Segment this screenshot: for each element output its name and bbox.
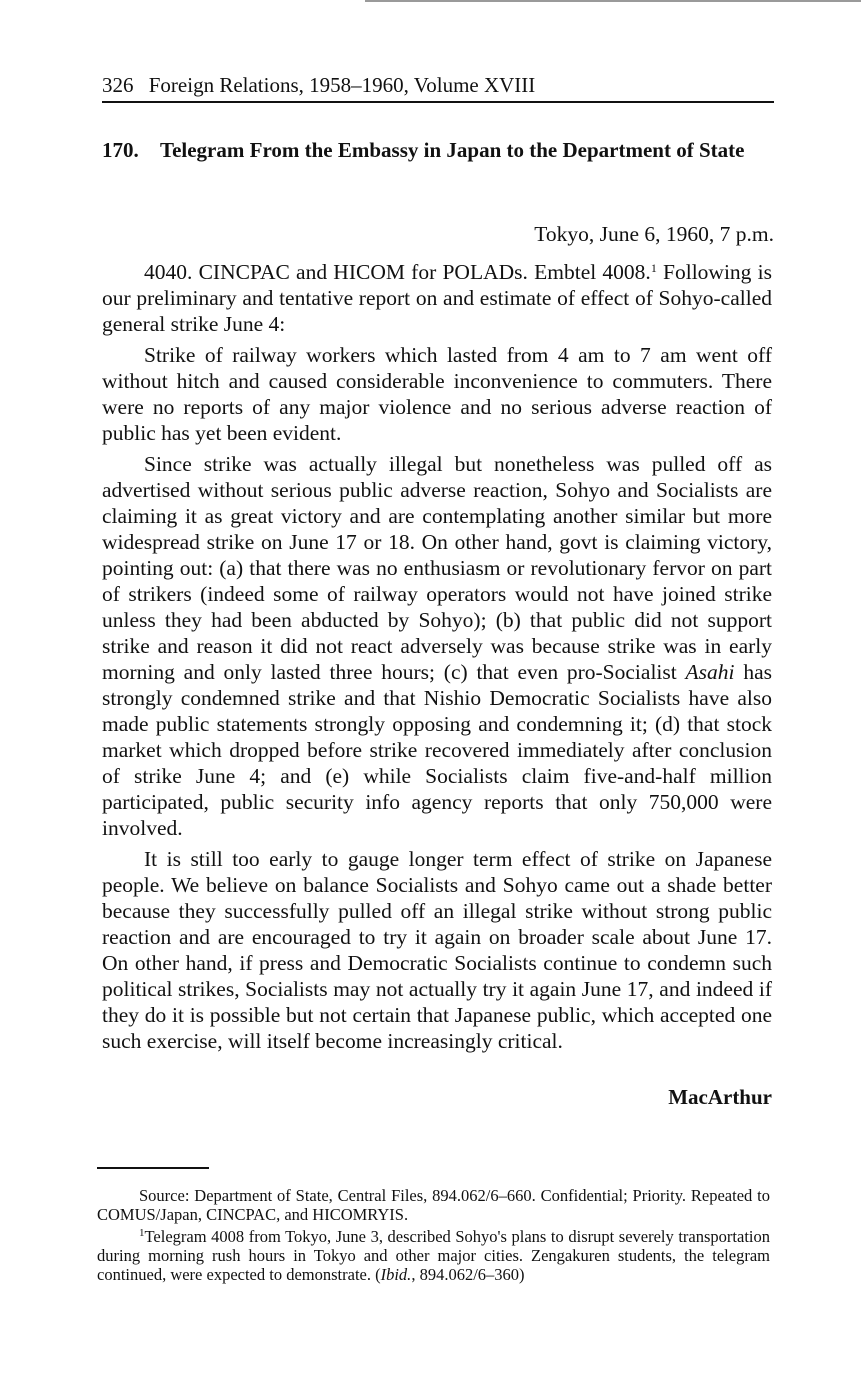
newspaper-name: Asahi [685,660,735,684]
paragraph-2: Strike of railway workers which lasted from 4 am to 7 am went off without hitch and caused considerable inconvenience to commuters. There were no reports of any major violence and no serious adverse reaction of public has yet been evident. [102,343,772,445]
source-note: Source: Department of State, Central Files, 894.062/6–660. Confidential; Priority. Repeated to COMUS/Japan, CINCPAC, and HICOMRYIS. [97,1186,770,1224]
ibid-citation: Ibid. [380,1265,412,1284]
document-title: Telegram From the Embassy in Japan to the Department of State [160,138,745,162]
footnote-1-end: , 894.062/6–360) [411,1265,525,1284]
footnote-1-start: Telegram 4008 from Tokyo, June 3, described Sohyo's plans to disrupt severely transportation during morning rush hours in Tokyo and other major cities. Zengakuren students, the telegram continued, were expected to demonstrate. ( [97,1227,770,1284]
page-number: 326 [102,73,134,97]
volume-title: Foreign Relations, 1958–1960, Volume XVIII [148,73,536,97]
running-head [102,70,774,100]
dateline: Tokyo, June 6, 1960, 7 p.m. [534,222,774,246]
paragraph-1-end: Following is our preliminary and tentative report on and estimate of effect of Sohyo-called general strike June 4: [102,260,772,336]
paragraph-3 [102,451,772,841]
signature: MacArthur [668,1085,772,1109]
document-heading [102,138,774,163]
footnote-1 [97,1227,770,1284]
top-edge-rule [365,0,861,2]
footnotes [97,1186,770,1287]
document-number: 170. [102,138,139,162]
telegram-body [102,259,772,1059]
footnote-rule [97,1167,209,1169]
paragraph-1-start: 4040. CINCPAC and HICOM for POLADs. Embtel 4008. [144,260,651,284]
paragraph-4: It is still too early to gauge longer term effect of strike on Japanese people. We believe on balance Socialists and Sohyo came out a shade better because they successfully pulled off an illegal strike without strong public reaction and are encouraged to try it again on broader scale about June 17. On other hand, if press and Democratic Socialists continue to condemn such political strikes, Socialists may not actually try it again June 17, and indeed if they do it is possible but not certain that Japanese public, which accepted one such exercise, will itself become increasingly critical. [102,847,772,1053]
paragraph-3-start: Since strike was actually illegal but nonetheless was pulled off as advertised without serious public adverse reaction, Sohyo and Socialists are claiming it as great victory and are contemplating another similar but more widespread strike on June 17 or 18. On other hand, govt is claiming victory, pointing out: (a) that there was no enthusiasm or revolutionary fervor on part of strikers (indeed some of railway operators would not have joined strike unless they had been abducted by Sohyo); (b) that public did not support strike and reason it did not react adversely was because strike was in early morning and only lasted three hours; (c) that even pro-Socialist [102,452,772,684]
paragraph-3-end: has strongly condemned strike and that Nishio Democratic Socialists have also made public statements strongly opposing and condemning it; (d) that stock market which dropped before strike recovered immediately after conclusion of strike June 4; and (e) while Socialists claim five-and-half million participated, public security info agency reports that only 750,000 were involved. [102,660,772,840]
footnote-ref-1: 1 [650,261,657,275]
footnote-1-mark: 1 [139,1227,145,1239]
header-rule [102,101,774,103]
paragraph-1 [102,259,772,337]
